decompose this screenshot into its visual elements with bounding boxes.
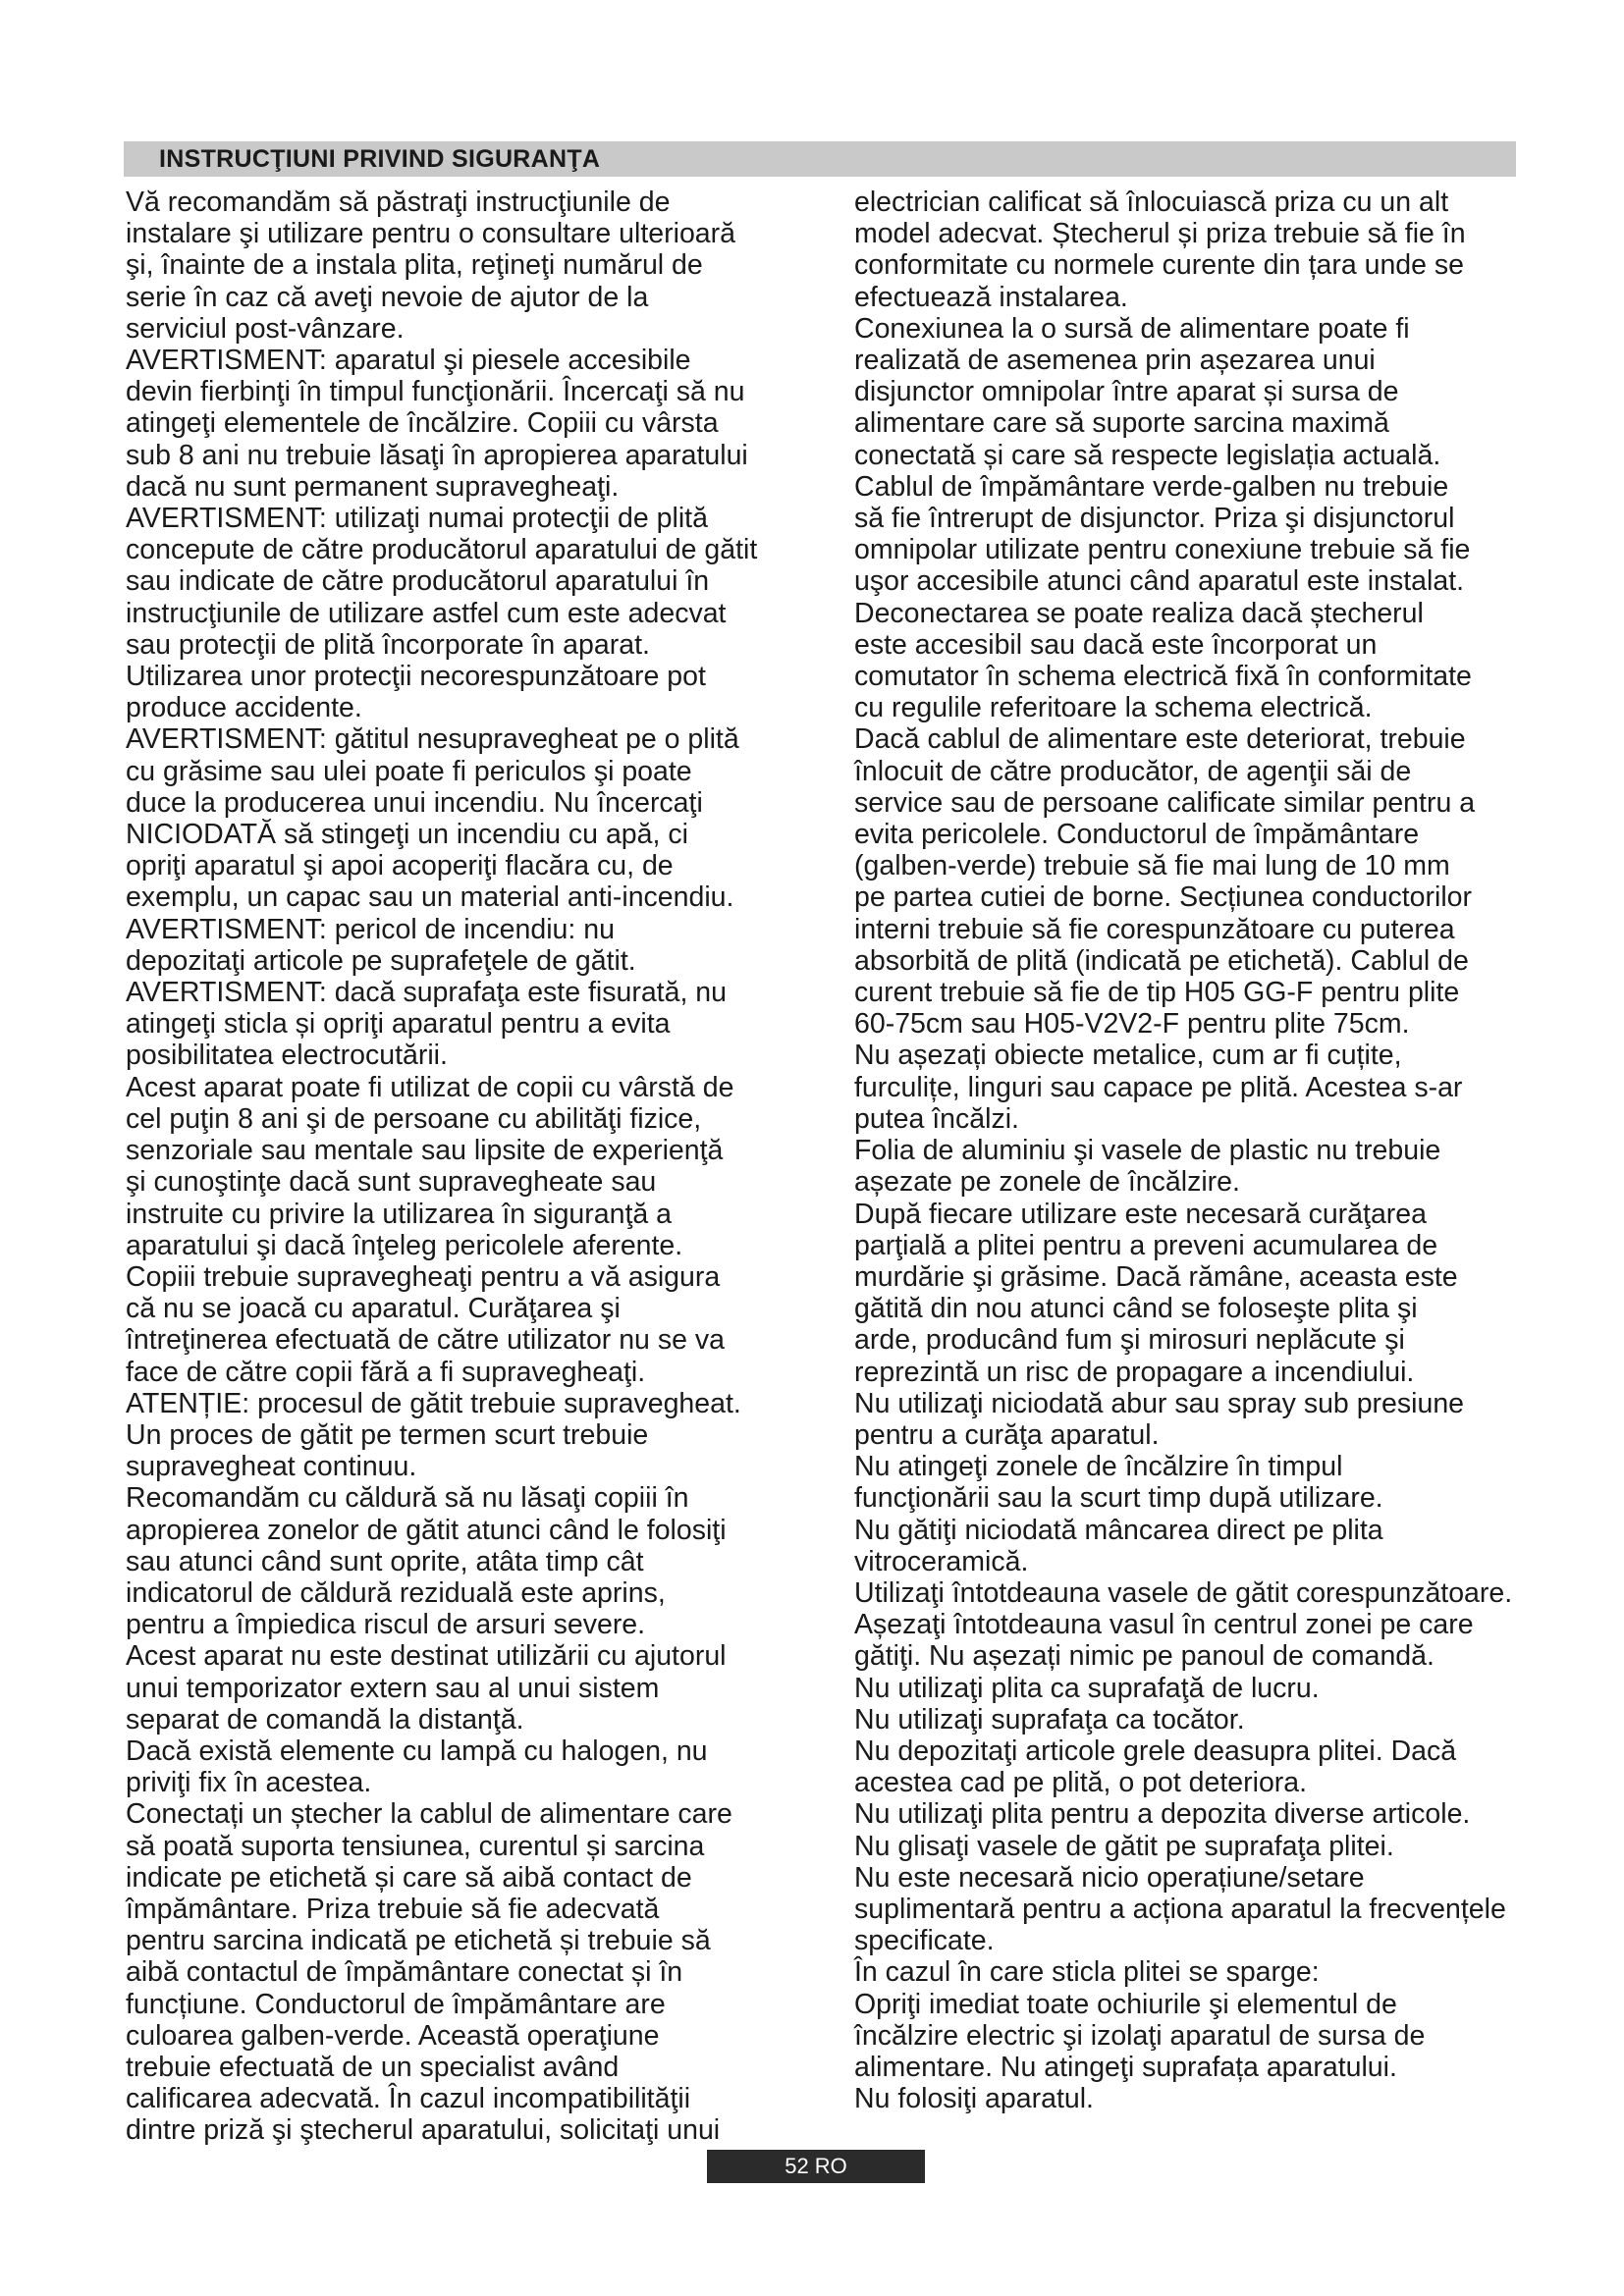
paragraph: Conexiunea la o sursă de alimentare poate fi realizată de asemenea prin așezarea unui disjunctor omnipolar între aparat și sursa de alimentare care să suporte sarcina maximă conectată și care să respecte legislația actuală. Cablul de împământare verde-galben nu trebuie să fie întrerupt de disjunctor. Priza şi disjunctorul omnipolar utilizate pentru conexiune trebuie să fie uşor accesibile atunci când aparatul este instalat. bbox=[854, 312, 1471, 598]
paragraph: AVERTISMENT: aparatul şi piesele accesibile devin fierbinţi în timpul funcţionării. Încercaţi să nu atingeţi elementele de încălzire. Copiii cu vârsta sub 8 ani nu trebuie lăsaţi în apropierea aparatului dacă nu sunt permanent supravegheaţi. bbox=[126, 345, 748, 503]
paragraph: Nu depozitaţi articole grele deasupra plitei. Dacă acestea cad pe plită, o pot deteriora. bbox=[854, 1735, 1457, 1799]
paragraph: Nu utilizaţi plita ca suprafaţă de lucru. bbox=[854, 1672, 1320, 1704]
paragraph: Nu utilizaţi plita pentru a depozita diverse articole. bbox=[854, 1798, 1471, 1831]
paragraph: Recomandăm cu căldură să nu lăsaţi copiii în apropierea zonelor de gătit atunci când le folosiţi sau atunci când sunt oprite, atâta timp cât indicatorul de căldură reziduală este aprins, pentru a împiedica riscul de arsuri severe. bbox=[126, 1482, 727, 1641]
paragraph: AVERTISMENT: utilizaţi numai protecţii de plită concepute de către producătorul aparatului de gătit sau indicate de către producătorul aparatului în instrucţiunile de utilizare astfel cum este adecvat sau protecţii de plită încorporate în aparat. Utilizarea unor protecţii necorespunzătoare pot produce accidente. bbox=[126, 503, 758, 724]
paragraph: Nu utilizaţi suprafaţa ca tocător. bbox=[854, 1703, 1245, 1735]
left-text-column bbox=[126, 187, 801, 2147]
paragraph: Nu este necesară nicio operațiune/setare suplimentară pentru a acționa aparatul la frecvențele specificate. bbox=[854, 1861, 1506, 1957]
paragraph: Vă recomandăm să păstraţi instrucţiunile de instalare şi utilizare pentru o consultare ulterioară şi, înainte de a instala plita, reţineţi numărul de serie în caz că aveţi nevoie de ajutor de la serviciul post-vânzare. bbox=[126, 187, 735, 345]
paragraph: electrician calificat să înlocuiască priza cu un alt model adecvat. Ștecherul și priza trebuie să fie în conformitate cu normele curente din țara unde se efectuează instalarea. bbox=[854, 187, 1466, 313]
paragraph: Conectați un ștecher la cablul de alimentare care să poată suporta tensiunea, curentul și sarcina indicate pe etichetă și care să aibă contact de împământare. Priza trebuie să fie adecvată pentru sarcina indicată pe etichetă și trebuie să aibă contactul de împământare conectat și în funcțiune. Conductorul de împământare are culoarea galben-verde. Această operaţiune trebuie efectuată de un specialist având calificarea adecvată. În cazul incompatibilităţii dintre priză şi ştecherul aparatului, solicitaţi unui bbox=[126, 1798, 732, 2147]
paragraph: Nu așezați obiecte metalice, cum ar fi cuțite, furculițe, linguri sau capace pe plită. Acestea s-ar putea încălzi. bbox=[854, 1040, 1463, 1135]
paragraph: Deconectarea se poate realiza dacă ștecherul este accesibil sau dacă este încorporat un comutator în schema electrică fixă în conformitate cu regulile referitoare la schema electrică. bbox=[854, 597, 1472, 724]
right-text-column bbox=[854, 187, 1542, 2114]
paragraph: AVERTISMENT: pericol de incendiu: nu depozitaţi articole pe suprafeţele de gătit. bbox=[126, 913, 636, 977]
paragraph: Acest aparat poate fi utilizat de copii cu vârstă de cel puţin 8 ani şi de persoane cu abilităţi fizice, senzoriale sau mentale sau lipsite de experienţă şi cunoştinţe dacă sunt supravegheate sau instruite cu privire la utilizarea în siguranţă a aparatului şi dacă înţeleg pericolele aferente. bbox=[126, 1071, 734, 1261]
paragraph: După fiecare utilizare este necesară curăţarea parţială a plitei pentru a preveni acumularea de murdărie şi grăsime. Dacă rămâne, aceasta este gătită din nou atunci când se foloseşte plita şi arde, producând fum şi mirosuri neplăcute şi reprezintă un risc de propagare a incendiului. bbox=[854, 1198, 1458, 1388]
paragraph: Utilizaţi întotdeauna vasele de gătit corespunzătoare. bbox=[854, 1576, 1513, 1609]
section-header-bar bbox=[124, 141, 1516, 177]
paragraph: ATENȚIE: procesul de gătit trebuie supravegheat. Un proces de gătit pe termen scurt trebuie supravegheat continuu. bbox=[126, 1387, 741, 1483]
paragraph: Folia de aluminiu şi vasele de plastic nu trebuie așezate pe zonele de încălzire. bbox=[854, 1135, 1441, 1199]
paragraph: Nu utilizaţi niciodată abur sau spray sub presiune pentru a curăţa aparatul. bbox=[854, 1387, 1465, 1451]
paragraph: Dacă cablul de alimentare este deteriorat, trebuie înlocuit de către producător, de agenţii săi de service sau de persoane calificate similar pentru a evita pericolele. Conductorul de împământare (galben-verde) trebuie să fie mai lung de 10 mm pe partea cutiei de borne. Secțiunea conductorilor interni trebuie să fie corespunzătoare cu puterea absorbită de plită (indicată pe etichetă). Cablul de curent trebuie să fie de tip H05 GG-F pentru plite 60-75cm sau H05-V2V2-F pentru plite 75cm. bbox=[854, 723, 1476, 1041]
paragraph: Acest aparat nu este destinat utilizării cu ajutorul unui temporizator extern sau al unui sistem separat de comandă la distanţă. bbox=[126, 1640, 727, 1735]
paragraph: Nu atingeţi zonele de încălzire în timpul funcţionării sau la scurt timp după utilizare. bbox=[854, 1451, 1383, 1515]
paragraph: Nu glisaţi vasele de gătit pe suprafaţa plitei. bbox=[854, 1830, 1394, 1862]
paragraph: Nu gătiţi niciodată mâncarea direct pe plita vitroceramică. bbox=[854, 1514, 1383, 1577]
paragraph: AVERTISMENT: dacă suprafaţa este fisurată, nu atingeţi sticla și opriţi aparatul pentru a evita posibilitatea electrocutării. bbox=[126, 977, 727, 1072]
paragraph: Dacă există elemente cu lampă cu halogen, nu priviţi fix în acestea. bbox=[126, 1735, 708, 1799]
page-number-box bbox=[707, 2150, 925, 2183]
paragraph: Așezaţi întotdeauna vasul în centrul zonei pe care gătiţi. Nu așezați nimic pe panoul de comandă. bbox=[854, 1609, 1474, 1673]
paragraph: AVERTISMENT: gătitul nesupravegheat pe o plită cu grăsime sau ulei poate fi periculos şi poate duce la producerea unui incendiu. Nu încercaţi NICIODATĂ să stingeţi un incendiu cu apă, ci opriţi aparatul şi apoi acoperiţi flacăra cu, de exemplu, un capac sau un material anti-incendiu. bbox=[126, 723, 739, 914]
section-title: INSTRUCŢIUNI PRIVIND SIGURANŢA bbox=[159, 145, 601, 173]
page-number: 52 RO bbox=[785, 2154, 847, 2178]
paragraph: În cazul în care sticla plitei se sparge: Opriţi imediat toate ochiurile şi elementul de încălzire electric şi izolaţi aparatul de sursa de alimentare. Nu atingeţi suprafața aparatului. Nu folosiţi aparatul. bbox=[854, 1956, 1426, 2115]
paragraph: Copiii trebuie supravegheaţi pentru a vă asigura că nu se joacă cu aparatul. Curăţarea şi întreţinerea efectuată de către utilizator nu se va face de către copii fără a fi supravegheaţi. bbox=[126, 1260, 725, 1388]
